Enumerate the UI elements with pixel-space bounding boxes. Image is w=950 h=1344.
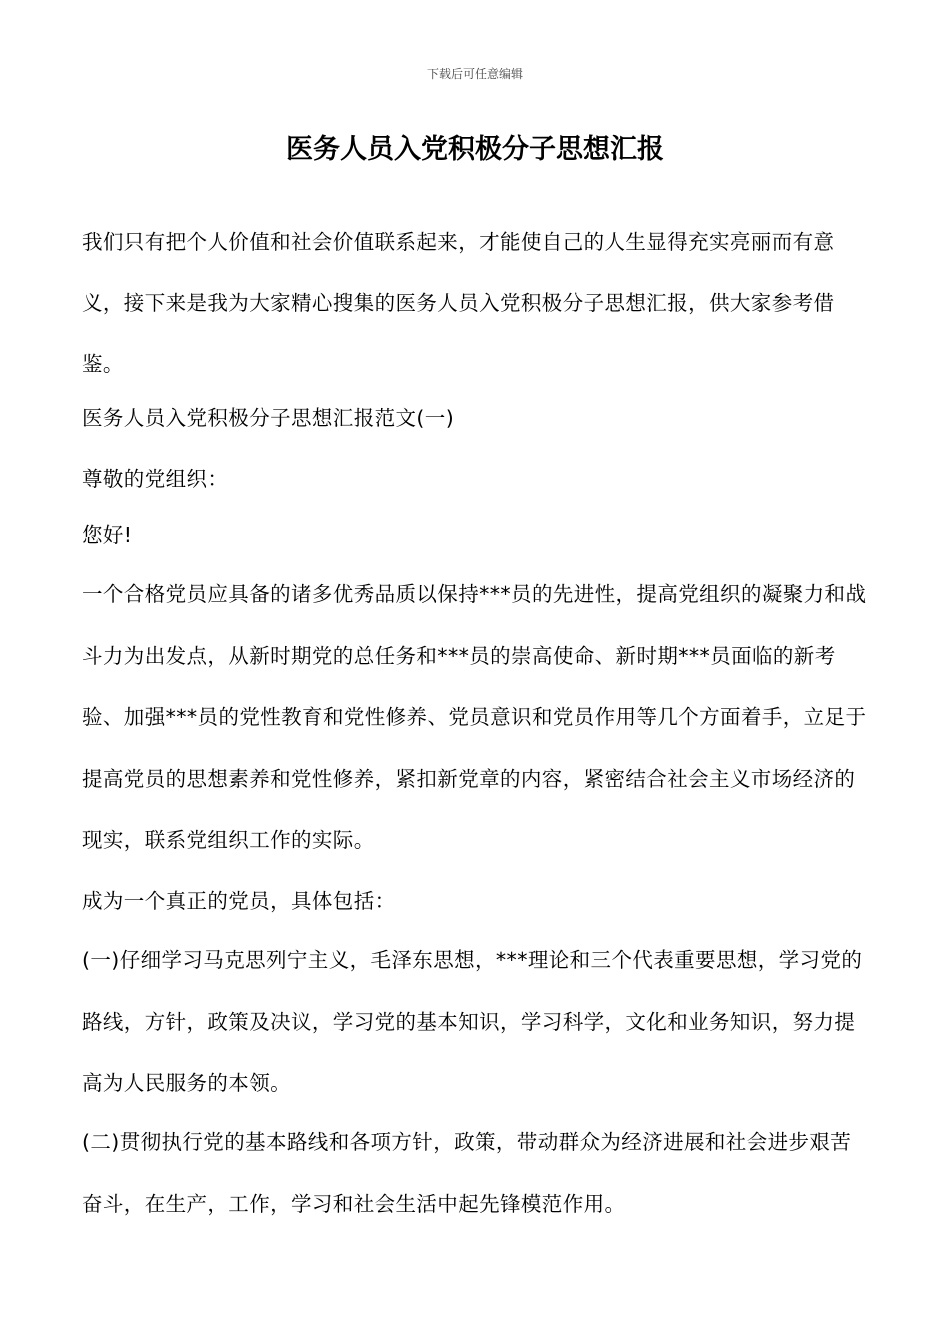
body-paragraph: 成为一个真正的党员，具体包括： (82, 889, 396, 913)
list-item: (一)仔细学习马克思列宁主义，毛泽东思想，***理论和三个代表重要思想，学习党的路线，方针，政策及决议，学习党的基本知识，学习科学，文化和业务知识，努力提高为人民服务的本领。 (82, 948, 863, 1095)
salutation: 尊敬的党组织： (82, 467, 229, 491)
greeting: 您好! (82, 523, 133, 547)
body-paragraph: 一个合格党员应具备的诸多优秀品质以保持***员的先进性，提高党组织的凝聚力和战斗力为出发点，从新时期党的总任务和***员的崇高使命、新时期***员面临的新考验、加强***员的党性教育和党性修养、党员意识和党员作用等几个方面着手，立足于提高党员的思想素养和党性修养，紧扣新党章的内容，紧密结合社会主义市场经济的现实，联系党组织工作的实际。 (82, 582, 867, 852)
document-title: 医务人员入党积极分子思想汇报 (286, 134, 664, 165)
intro-paragraph: 我们只有把个人价值和社会价值联系起来，才能使自己的人生显得充实亮丽而有意义，接下来是我为大家精心搜集的医务人员入党积极分子思想汇报，供大家参考借鉴。 (82, 230, 835, 376)
header-note: 下载后可任意编辑 (426, 67, 523, 81)
list-item: (二)贯彻执行党的基本路线和各项方针，政策，带动群众为经济进展和社会进步艰苦奋斗，在生产，工作，学习和社会生活中起先锋模范作用。 (82, 1130, 852, 1216)
section-subtitle: 医务人员入党积极分子思想汇报范文(一) (82, 406, 455, 430)
